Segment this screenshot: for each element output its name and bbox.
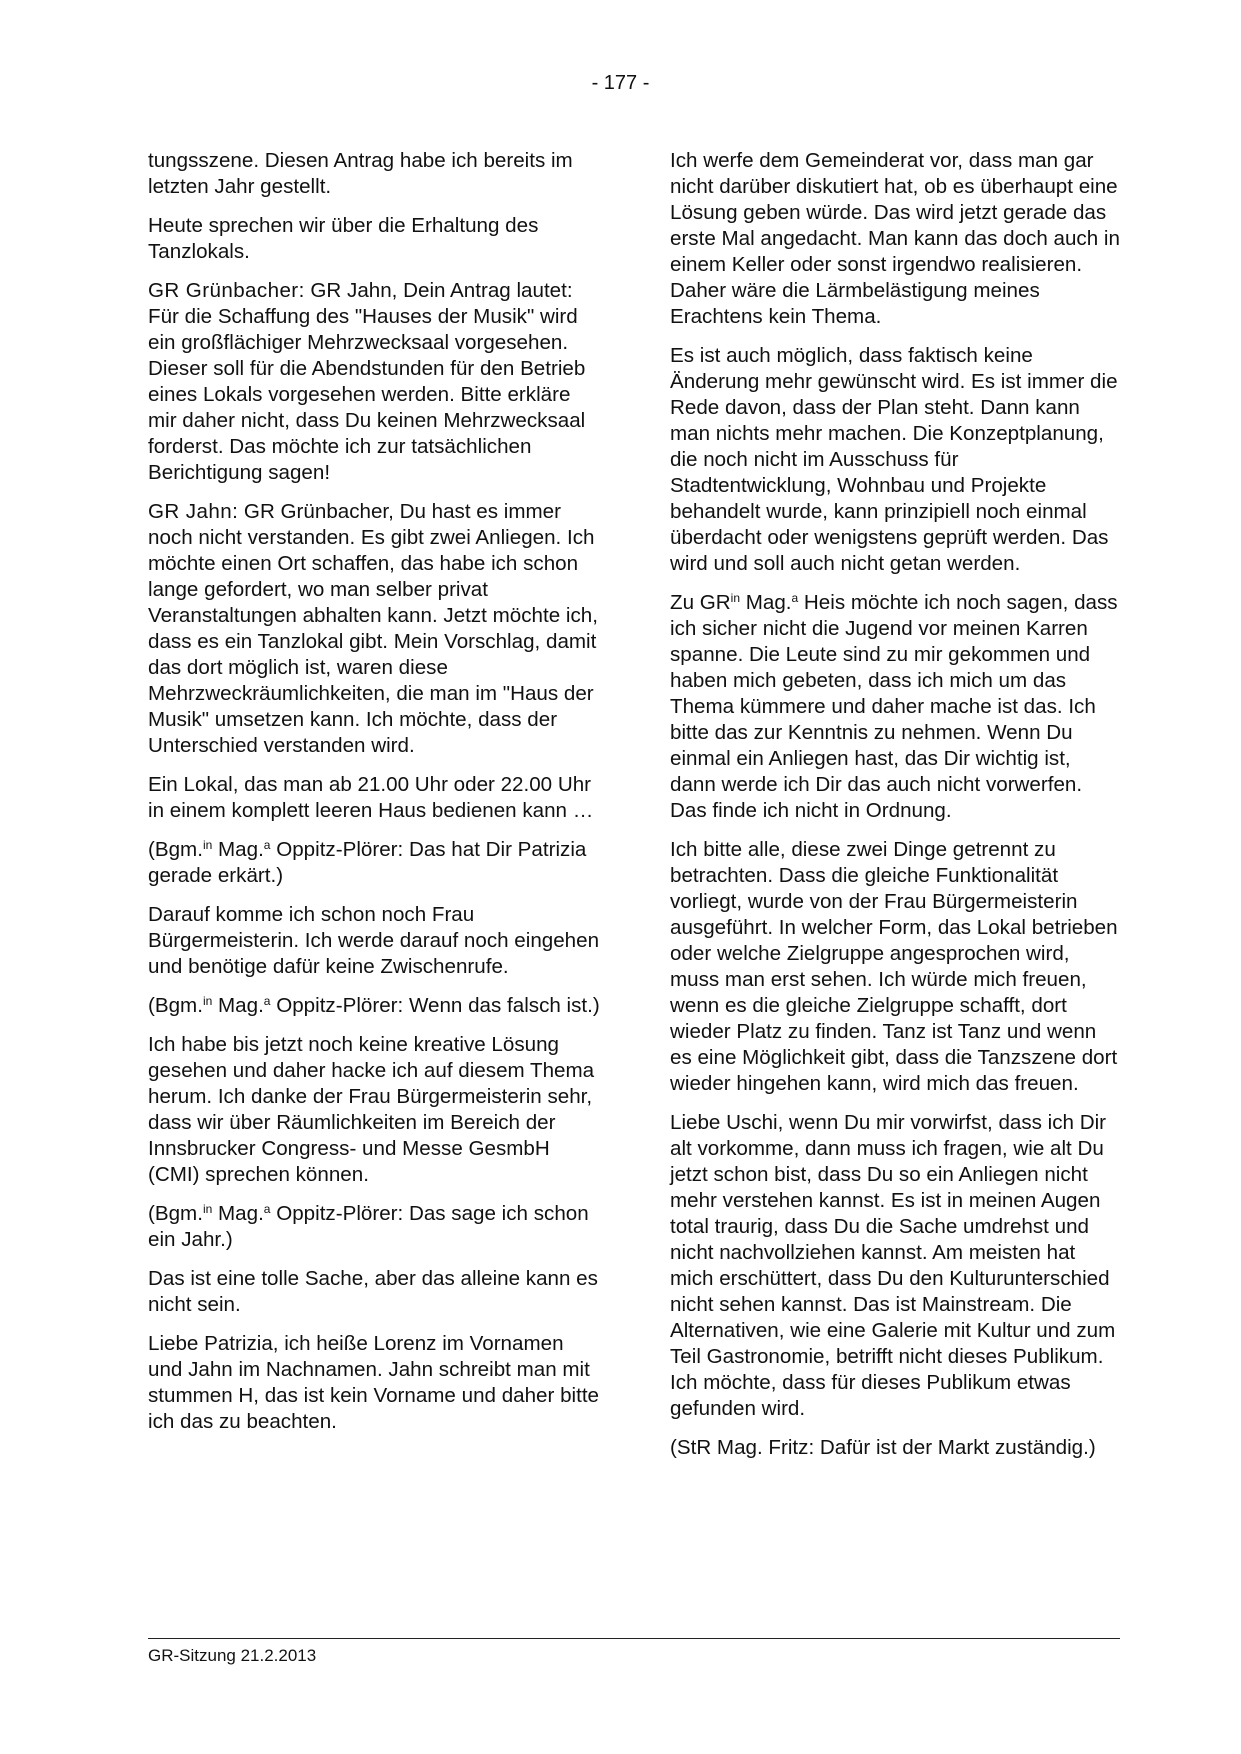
left-column [148, 148, 600, 1448]
paragraph: Darauf komme ich schon noch Frau Bürgermeisterin. Ich werde darauf noch eingehen und benötige dafür keine Zwischenrufe. [148, 903, 600, 978]
footer-session-date: GR-Sitzung 21.2.2013 [148, 1646, 317, 1665]
speech-jahn [148, 499, 600, 759]
paragraph: Es ist auch möglich, dass faktisch keine Änderung mehr gewünscht wird. Es ist immer die Rede davon, dass der Plan steht. Dann kann man nichts mehr machen. Die Konzeptplanung, die noch nicht im Ausschuss für Stadtentwicklung, Wohnbau und Projekte behandelt wurde, kann prinzipiell noch einmal überdacht oder wenigstens geprüft werden. Das wird und soll auch nicht getan werden. [670, 344, 1118, 575]
page-number: - 177 - [591, 72, 650, 94]
interjection: (StR Mag. Fritz: Dafür ist der Markt zuständig.) [670, 1436, 1096, 1459]
interjection: (Bgm.$^{in}$ Mag.$^a$ Oppitz-Plörer: Das sage ich schon ein Jahr.) [148, 1202, 589, 1251]
paragraph: Ein Lokal, das man ab 21.00 Uhr oder 22.00 Uhr in einem komplett leeren Haus bedienen kann … [148, 773, 594, 822]
footer-divider [148, 1638, 1120, 1639]
paragraph: Das ist eine tolle Sache, aber das alleine kann es nicht sein. [148, 1267, 598, 1316]
interjection: (Bgm.$^{in}$ Mag.$^a$ Oppitz-Plörer: Das hat Dir Patrizia gerade erkärt.) [148, 838, 587, 887]
right-column [670, 148, 1122, 1474]
speech-text: GR Jahn, Dein Antrag lautet: Für die Schaffung des "Hauses der Musik" wird ein großflächiger Mehrzwecksaal vorgesehen. Dieser soll für die Abendstunden für den Betrieb eines Lokals vorgesehen werden. Bitte erkläre mir daher nicht, dass Du keinen Mehrzwecksaal forderst. Das möchte ich zur tatsächlichen Berichtigung sagen! [148, 279, 586, 484]
paragraph: Liebe Patrizia, ich heiße Lorenz im Vornamen und Jahn im Nachnamen. Jahn schreibt man mit stummen H, das ist kein Vorname und daher bitte ich das zu beachten. [148, 1332, 600, 1433]
paragraph: Zu $GR^{in}$ Mag.$^a$ Heis möchte ich noch sagen, dass ich sicher nicht die Jugend vor meinen Karren spanne. Die Leute sind zu mir gekommen und haben mich gebeten, dass ich mich um das Thema kümmere und daher mache ist das. Ich bitte das zur Kenntnis zu nehmen. Wenn Du einmal ein Anliegen hast, das Dir wichtig ist, dann werde ich Dir das auch nicht vorwerfen. Das finde ich nicht in Ordnung. [670, 591, 1118, 822]
speaker-name: GR Jahn: [148, 500, 239, 523]
speech-grunbacher [148, 278, 600, 486]
paragraph: tungsszene. Diesen Antrag habe ich bereits im letzten Jahr gestellt. [148, 149, 573, 198]
paragraph: Heute sprechen wir über die Erhaltung des Tanzlokals. [148, 214, 539, 263]
paragraph: Ich werfe dem Gemeinderat vor, dass man gar nicht darüber diskutiert hat, ob es überhaupt eine Lösung geben würde. Das wird jetzt gerade das erste Mal angedacht. Man kann das doch auch in einem Keller oder sonst irgendwo realisieren. Daher wäre die Lärmbelästigung meines Erachtens kein Thema. [670, 149, 1120, 328]
interjection: (Bgm.$^{in}$ Mag.$^a$ Oppitz-Plörer: Wenn das falsch ist.) [148, 994, 600, 1017]
paragraph: Ich habe bis jetzt noch keine kreative Lösung gesehen und daher hacke ich auf diesem Thema herum. Ich danke der Frau Bürgermeisterin sehr, dass wir über Räumlichkeiten im Bereich der Innsbrucker Congress- und Messe GesmbH (CMI) sprechen können. [148, 1033, 595, 1186]
speech-text: GR Grünbacher, Du hast es immer noch nicht verstanden. Es gibt zwei Anliegen. Ich möchte einen Ort schaffen, das habe ich schon lange gefordert, wo man selber privat Veranstaltungen abhalten kann. Jetzt möchte ich, dass es ein Tanzlokal gibt. Mein Vorschlag, damit das dort möglich ist, waren diese Mehrzweckräumlichkeiten, die man im "Haus der Musik" umsetzen kann. Ich möchte, dass der Unterschied verstanden wird. [148, 500, 598, 757]
speaker-name: GR Grünbacher: [148, 279, 305, 302]
paragraph: Liebe Uschi, wenn Du mir vorwirfst, dass ich Dir alt vorkomme, dann muss ich fragen, wie alt Du jetzt schon bist, dass Du so ein Anliegen nicht mehr verstehen kannst. Es ist in meinen Augen total traurig, dass Du die Sache umdrehst und nicht nachvollziehen kannst. Am meisten hat mich erschüttert, dass Du den Kulturunterschied nicht sehen kannst. Das ist Mainstream. Die Alternativen, wie eine Galerie mit Kultur und zum Teil Gastronomie, betrifft nicht dieses Publikum. Ich möchte, dass für dieses Publikum etwas gefunden wird. [670, 1111, 1116, 1420]
paragraph: Ich bitte alle, diese zwei Dinge getrennt zu betrachten. Dass die gleiche Funktionalität vorliegt, wurde von der Frau Bürgermeisterin ausgeführt. In welcher Form, das Lokal betrieben oder welche Zielgruppe angesprochen wird, muss man erst sehen. Ich würde mich freuen, wenn es die gleiche Zielgruppe schafft, dort wieder Platz zu finden. Tanz ist Tanz und wenn es eine Möglichkeit gibt, dass die Tanzszene dort wieder hingehen kann, wird mich das freuen. [670, 838, 1118, 1095]
